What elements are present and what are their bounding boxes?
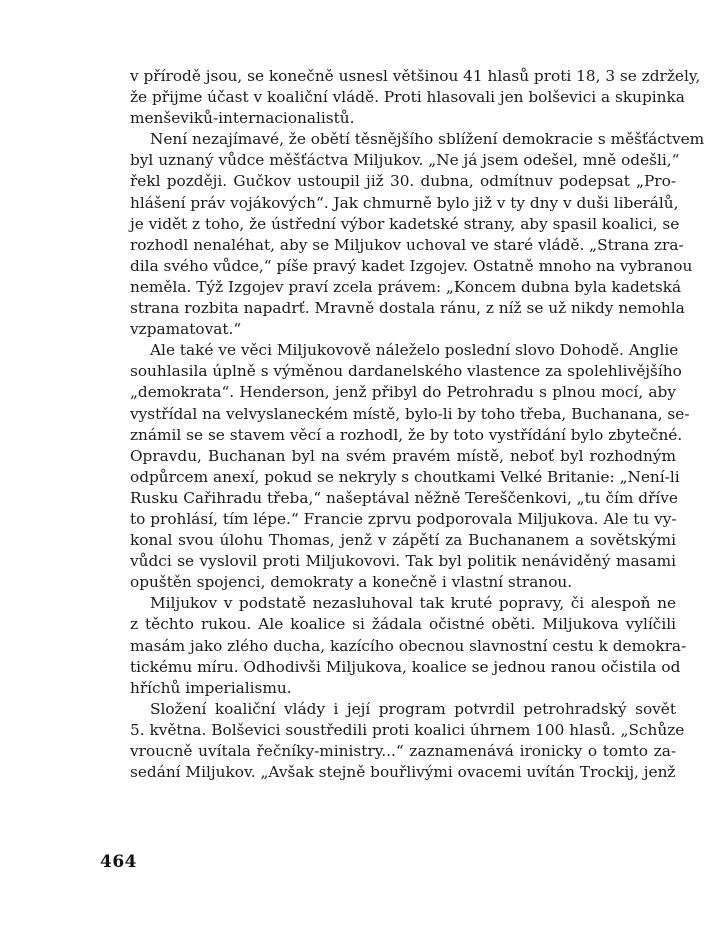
- text-line: Rusku Cařihradu třeba,“ našeptával něžně Tereščenkovi, „tu čím dříve: [130, 488, 678, 507]
- text-line: byl uznaný vůdce měšťáctva Miljukov. „Ne já jsem odešel, mně odešli,“: [130, 151, 680, 170]
- paragraph: [130, 593, 687, 698]
- text-line: je vidět z toho, že ústřední výbor kadetské strany, aby spasil koalici, se: [130, 214, 680, 233]
- text-line: sedání Miljukov. „Avšak stejně bouřlivými ovacemi uvítán Trockij, jenž: [130, 763, 676, 782]
- text-line: Opravdu, Buchanan byl na svém pravém místě, neboť byl rozhodným: [130, 446, 676, 465]
- text-line: v přírodě jsou, se konečně usnesl většinou 41 hlasů proti 18, 3 se zdržely,: [130, 67, 701, 85]
- text-line: vystřídal na velvyslaneckém místě, bylo-li by toho třeba, Buchanana, se-: [130, 404, 690, 423]
- text-line: to prohlásí, tím lépe.“ Francie zprvu podporovala Miljukova. Ale tu vy-: [130, 509, 677, 528]
- text-line: vroucně uvítala řečníky-ministry...“ zaznamenává ironicky o tomto za-: [130, 742, 676, 760]
- text-line: Není nezajímavé, že obětí těsnějšího sblížení demokracie s měšťáctvem: [150, 130, 705, 149]
- text-line: hříchů imperialismu.: [130, 678, 292, 697]
- text-line: odpůrcem anexí, pokud se nekryly s choutkami Velké Britanie: „Není-li: [130, 467, 680, 486]
- text-line: Ale také ve věci Miljukovově náleželo poslední slovo Dohodě. Anglie: [150, 341, 679, 360]
- text-line: opuštěn spojenci, demokraty a konečně i vlastní stranou.: [130, 573, 573, 592]
- body-text: [130, 66, 705, 783]
- text-line: neměla. Týž Izgojev praví zcela právem: „Koncem dubna byla kadetská: [130, 277, 682, 296]
- text-line: vzpamatovat.“: [130, 320, 242, 339]
- text-line: tickému míru. Odhodivši Miljukova, koalice se jednou ranou očistila od: [130, 657, 681, 676]
- text-line: menševiků-internacionalistů.: [130, 109, 355, 128]
- text-line: známil se se stavem věcí a rozhodl, že by toto vystřídání bylo zbytečné.: [130, 425, 683, 444]
- text-line: dila svého vůdce,“ píše pravý kadet Izgojev. Ostatně mnoho na vybranou: [130, 256, 693, 275]
- paragraph: [130, 66, 701, 129]
- text-line: konal svou úlohu Thomas, jenž v zápětí za Buchananem a sovětskými: [130, 531, 676, 550]
- paragraph: [130, 699, 685, 783]
- text-line: „demokrata“. Henderson, jenž přibyl do Petrohradu s plnou mocí, aby: [130, 383, 676, 402]
- text-line: rozhodl nenaléhat, aby se Miljukov uchoval ve staré vládě. „Strana zra-: [130, 235, 684, 254]
- text-line: masám jako zlého ducha, kazícího obecnou slavnostní cestu k demokra-: [130, 636, 687, 655]
- text-line: Složení koaliční vlády i její program potvrdil petrohradský sovět: [150, 699, 676, 718]
- text-line: hlášení práv vojákových“. Jak chmurně bylo již v ty dny v duši liberálů,: [130, 193, 679, 212]
- text-line: že přijme účast v koaliční vládě. Proti hlasovali jen bolševici a skupinka: [130, 88, 685, 107]
- text-line: strana rozbita napadrť. Mravně dostala ránu, z níž se už nikdy nemohla: [130, 299, 685, 318]
- text-line: z těchto rukou. Ale koalice si žádala očistné oběti. Miljukova vylíčili: [130, 615, 676, 634]
- text-line: souhlasila úplně s výměnou dardanelského vlastence za spolehlivějšího: [130, 362, 682, 381]
- text-line: Miljukov v podstatě nezasluhoval tak kruté popravy, či alespoň ne: [150, 594, 676, 613]
- text-line: vůdci se vyslovil proti Miljukovovi. Tak byl politik nenáviděný masami: [130, 552, 676, 571]
- text-line: řekl později. Gučkov ustoupil již 30. dubna, odmítnuv podepsat „Pro-: [130, 172, 676, 191]
- page-number: 464: [100, 852, 137, 872]
- text-line: 5. května. Bolševici soustředili proti koalici úhrnem 100 hlasů. „Schůze: [130, 720, 685, 739]
- paragraph: [130, 129, 705, 340]
- paragraph: [130, 340, 690, 593]
